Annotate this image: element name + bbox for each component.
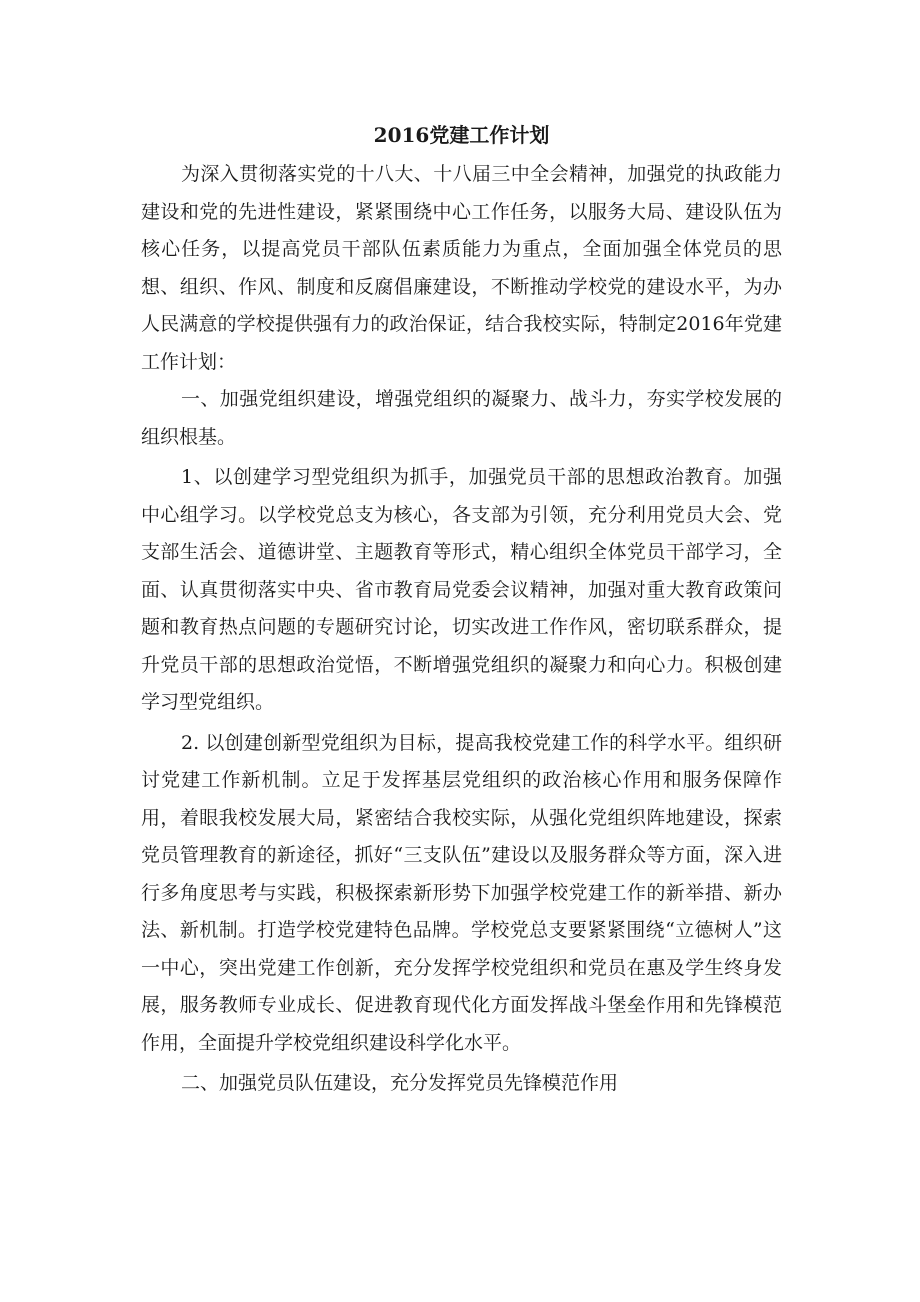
item-one-paragraph: 1、以创建学习型党组织为抓手，加强党员干部的思想政治教育。加强中心组学习。以学校党总支为核心，各支部为引领，充分利用党员大会、党支部生活会、道德讲堂、主题教育等形式，精心组织全体党员干部学习，全面、认真贯彻落实中央、省市教育局党委会议精神，加强对重大教育政策问题和教育热点问题的专题研究讨论，切实改进工作作风，密切联系群众，提升党员干部的思想政治觉悟，不断增强党组织的凝聚力和向心力。积极创建学习型党组织。 xyxy=(141,466,782,713)
document-title: 2016党建工作计划 xyxy=(373,123,550,147)
intro-paragraph: 为深入贯彻落实党的十八大、十八届三中全会精神，加强党的执政能力建设和党的先进性建设，紧紧围绕中心工作任务，以服务大局、建设队伍为核心任务，以提高党员干部队伍素质能力为重点，全面加强全体党员的思想、组织、作风、制度和反腐倡廉建设，不断推动学校党的建设水平，为办人民满意的学校提供强有力的政治保证，结合我校实际，特制定2016年党建工作计划： xyxy=(141,163,782,373)
section-one-heading: 一、加强党组织建设，增强党组织的凝聚力、战斗力，夯实学校发展的组织根基。 xyxy=(141,388,782,448)
section-two-heading: 二、加强党员队伍建设，充分发挥党员先锋模范作用 xyxy=(181,1072,619,1094)
item-two-paragraph: 2. 以创建创新型党组织为目标，提高我校党建工作的科学水平。组织研讨党建工作新机制。立足于发挥基层党组织的政治核心作用和服务保障作用，着眼我校发展大局，紧密结合我校实际，从强化党组织阵地建设，探索党员管理教育的新途径，抓好“三支队伍”建设以及服务群众等方面，深入进行多角度思考与实践，积极探索新形势下加强学校党建工作的新举措、新办法、新机制。打造学校党建特色品牌。学校党总支要紧紧围绕“立德树人”这一中心，突出党建工作创新，充分发挥学校党组织和党员在惠及学生终身发展，服务教师专业成长、促进教育现代化方面发挥战斗堡垒作用和先锋模范作用，全面提升学校党组织建设科学化水平。 xyxy=(141,731,782,1054)
